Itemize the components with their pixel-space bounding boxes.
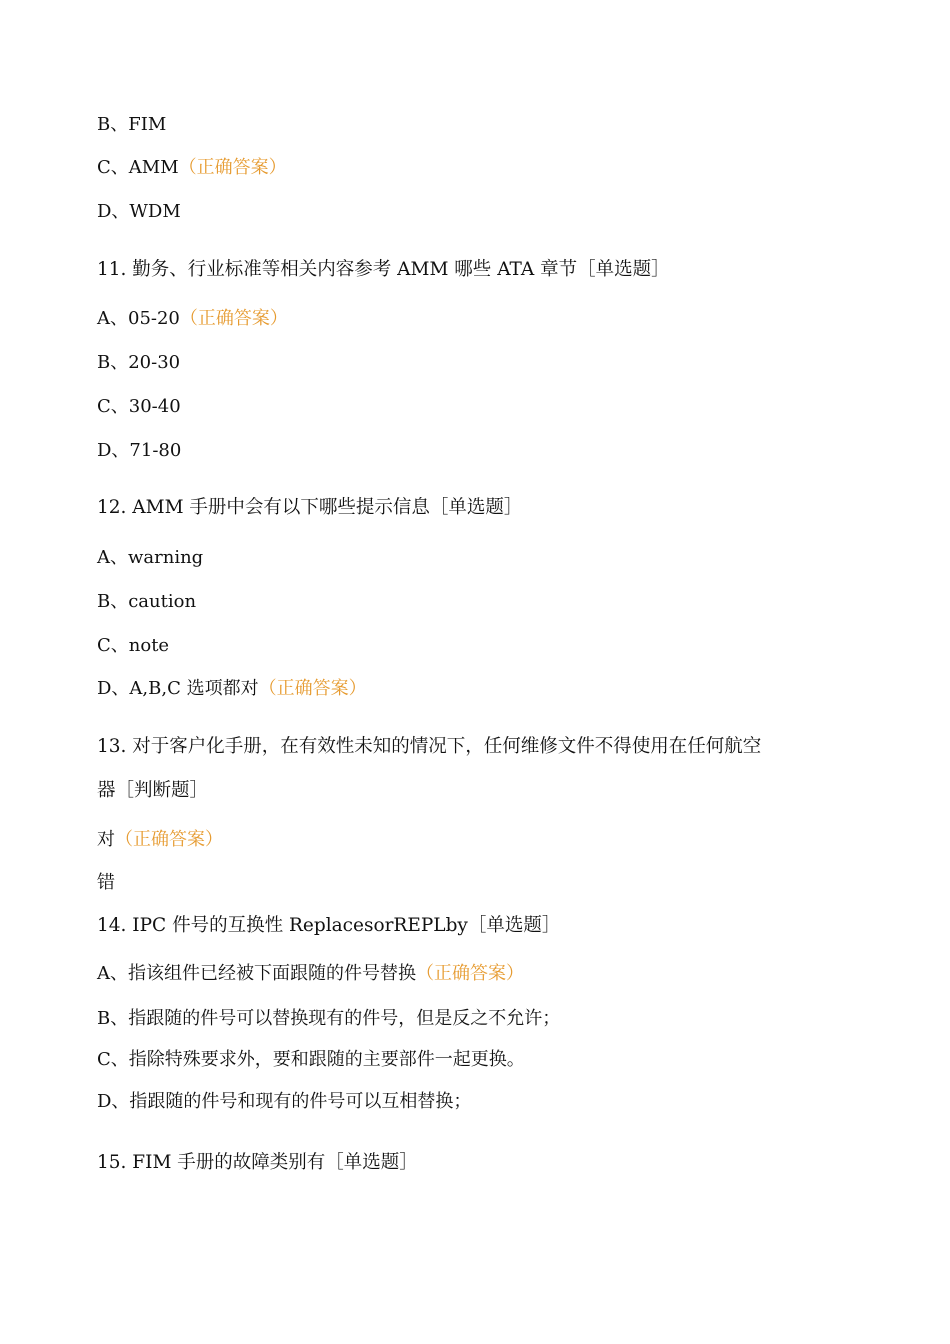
correct-answer-mark: （正确答案） [258,678,367,699]
q15-question: 15. FIM 手册的故障类别有［单选题］ [97,1152,418,1173]
q12-option-d: D、A,B,C 选项都对（正确答案） [97,678,367,699]
q14-option-d: D、指跟随的件号和现有的件号可以互相替换； [97,1091,472,1112]
q13-question-line1: 13. 对于客户化手册，在有效性未知的情况下，任何维修文件不得使用在任何航空 [97,736,762,757]
q14-option-a: A、指该组件已经被下面跟随的件号替换（正确答案） [97,963,524,984]
q10-option-c: C、AMM（正确答案） [97,157,287,178]
q14-question: 14. IPC 件号的互换性 ReplacesorREPLby［单选题］ [97,915,561,936]
q12-option-a: A、warning [97,547,204,568]
q10-option-b: B、FIM [97,114,167,135]
q13-question-line2: 器［判断题］ [97,780,209,801]
q11-option-a: A、05-20（正确答案） [97,308,288,329]
q12-question: 12. AMM 手册中会有以下哪些提示信息［单选题］ [97,497,523,518]
q11-question: 11. 勤务、行业标准等相关内容参考 AMM 哪些 ATA 章节［单选题］ [97,259,670,280]
correct-answer-mark: （正确答案） [178,157,287,178]
q13-option-false: 错 [97,872,115,893]
correct-answer-mark: （正确答案） [115,829,223,850]
q14-option-b: B、指跟随的件号可以替换现有的件号，但是反之不允许； [97,1008,561,1029]
q11-option-c: C、30-40 [97,396,181,417]
correct-answer-mark: （正确答案） [416,963,524,984]
q13-option-true: 对（正确答案） [97,829,223,850]
q11-option-d: D、71-80 [97,440,182,461]
q10-option-d: D、WDM [97,201,181,222]
q12-option-b: B、caution [97,591,197,612]
q11-option-b: B、20-30 [97,352,181,373]
correct-answer-mark: （正确答案） [179,308,288,329]
q12-option-c: C、note [97,635,170,656]
q14-option-c: C、指除特殊要求外，要和跟随的主要部件一起更换。 [97,1049,525,1070]
